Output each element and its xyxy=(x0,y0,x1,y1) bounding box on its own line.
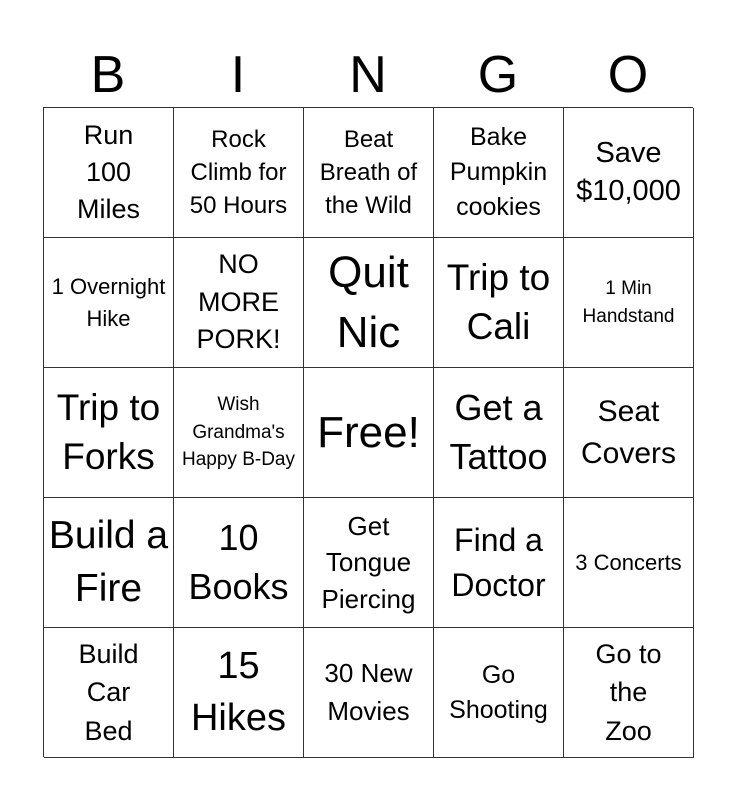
bingo-cell[interactable]: 1 Overnight Hike xyxy=(44,238,174,368)
bingo-cell[interactable]: Get a Tattoo xyxy=(434,368,564,498)
bingo-cell[interactable]: Free! xyxy=(304,368,434,498)
bingo-cell[interactable]: 15 Hikes xyxy=(174,628,304,758)
bingo-cell[interactable]: Build Car Bed xyxy=(44,628,174,758)
bingo-cell[interactable]: 10 Books xyxy=(174,498,304,628)
bingo-cell[interactable]: Trip to Forks xyxy=(44,368,174,498)
bingo-header xyxy=(43,44,693,106)
header-letter-i: I xyxy=(230,46,246,104)
bingo-cell[interactable]: Quit Nic xyxy=(304,238,434,368)
bingo-cell[interactable]: Go to the Zoo xyxy=(564,628,694,758)
bingo-cell[interactable]: Seat Covers xyxy=(564,368,694,498)
header-letter-b: B xyxy=(90,46,126,104)
bingo-cell[interactable]: 1 Min Handstand xyxy=(564,238,694,368)
bingo-cell[interactable]: Wish Grandma's Happy B-Day xyxy=(174,368,304,498)
bingo-cell[interactable]: Rock Climb for 50 Hours xyxy=(174,108,304,238)
header-letter-o: O xyxy=(607,46,649,104)
bingo-cell[interactable]: NO MORE PORK! xyxy=(174,238,304,368)
bingo-cell[interactable]: 3 Concerts xyxy=(564,498,694,628)
bingo-cell[interactable]: Build a Fire xyxy=(44,498,174,628)
bingo-board xyxy=(43,107,693,757)
header-letter-n: N xyxy=(349,46,387,104)
bingo-cell[interactable]: Run 100 Miles xyxy=(44,108,174,238)
bingo-cell[interactable]: 30 New Movies xyxy=(304,628,434,758)
bingo-cell[interactable]: Bake Pumpkin cookies xyxy=(434,108,564,238)
header-letter-g: G xyxy=(477,46,519,104)
bingo-cell[interactable]: Find a Doctor xyxy=(434,498,564,628)
bingo-cell[interactable]: Go Shooting xyxy=(434,628,564,758)
bingo-cell[interactable]: Beat Breath of the Wild xyxy=(304,108,434,238)
bingo-cell[interactable]: Trip to Cali xyxy=(434,238,564,368)
bingo-cell[interactable]: Save $10,000 xyxy=(564,108,694,238)
bingo-cell[interactable]: Get Tongue Piercing xyxy=(304,498,434,628)
